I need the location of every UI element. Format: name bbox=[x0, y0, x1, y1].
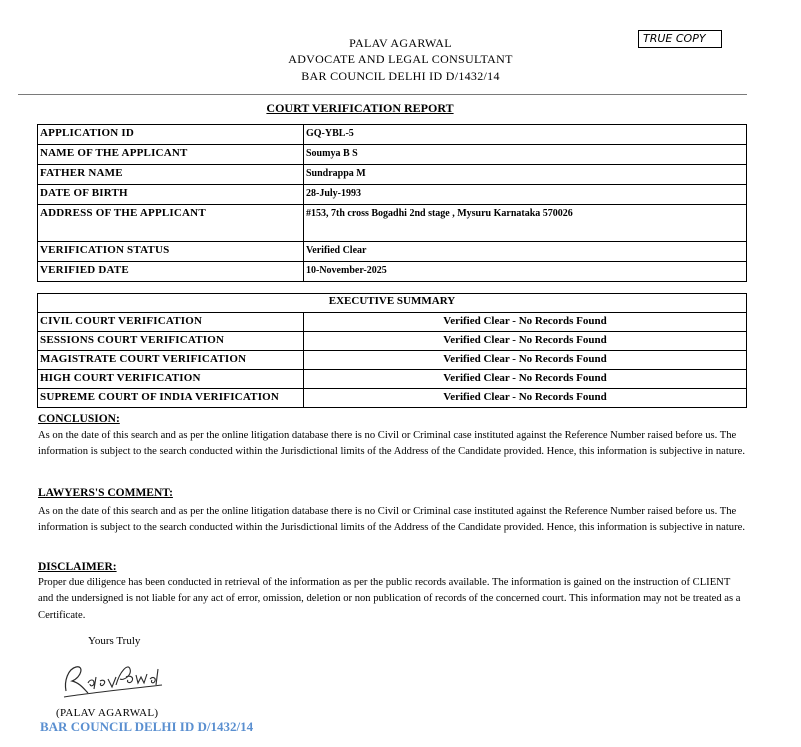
true-copy-stamp: TRUE COPY bbox=[638, 30, 722, 48]
table-row bbox=[38, 332, 747, 351]
court-label: MAGISTRATE COURT VERIFICATION bbox=[38, 351, 304, 370]
field-label: NAME OF THE APPLICANT bbox=[38, 145, 304, 165]
field-value: #153, 7th cross Bogadhi 2nd stage , Mysuru Karnataka 570026 bbox=[304, 205, 747, 242]
court-label: SUPREME COURT OF INDIA VERIFICATION bbox=[38, 389, 304, 408]
disclaimer-heading: DISCLAIMER: bbox=[38, 561, 117, 573]
header-divider bbox=[18, 94, 747, 95]
signature-image bbox=[58, 655, 168, 706]
field-label: DATE OF BIRTH bbox=[38, 185, 304, 205]
court-label: HIGH COURT VERIFICATION bbox=[38, 370, 304, 389]
field-value: 10-November-2025 bbox=[304, 262, 747, 282]
court-result: Verified Clear - No Records Found bbox=[304, 313, 747, 332]
letterhead-title: ADVOCATE AND LEGAL CONSULTANT bbox=[288, 52, 513, 66]
court-result: Verified Clear - No Records Found bbox=[304, 370, 747, 389]
court-result: Verified Clear - No Records Found bbox=[304, 332, 747, 351]
field-value: Soumya B S bbox=[304, 145, 747, 165]
executive-summary-table bbox=[37, 293, 747, 408]
executive-summary-heading: EXECUTIVE SUMMARY bbox=[38, 294, 747, 313]
applicant-details-table bbox=[37, 124, 747, 282]
conclusion-heading: CONCLUSION: bbox=[38, 413, 120, 425]
report-title: COURT VERIFICATION REPORT bbox=[266, 101, 454, 115]
field-value: Verified Clear bbox=[304, 242, 747, 262]
field-value: GQ-YBL-5 bbox=[304, 125, 747, 145]
field-value: Sundrappa M bbox=[304, 165, 747, 185]
signatory-name: (PALAV AGARWAL) bbox=[56, 707, 159, 719]
court-result: Verified Clear - No Records Found bbox=[304, 351, 747, 370]
table-row bbox=[38, 370, 747, 389]
court-label: CIVIL COURT VERIFICATION bbox=[38, 313, 304, 332]
letterhead-bar-council: BAR COUNCIL DELHI ID D/1432/14 bbox=[301, 69, 500, 83]
lawyers-comment-heading: LAWYERS'S COMMENT: bbox=[38, 487, 173, 499]
signatory-bar-council-id: BAR COUNCIL DELHI ID D/1432/14 bbox=[40, 719, 254, 734]
field-label: ADDRESS OF THE APPLICANT bbox=[38, 205, 304, 242]
table-row bbox=[38, 125, 747, 145]
table-row bbox=[38, 185, 747, 205]
field-label: FATHER NAME bbox=[38, 165, 304, 185]
closing-text: Yours Truly bbox=[88, 635, 141, 647]
letterhead-name: PALAV AGARWAL bbox=[349, 36, 452, 50]
table-row bbox=[38, 205, 747, 242]
table-header-row bbox=[38, 294, 747, 313]
table-row bbox=[38, 262, 747, 282]
court-label: SESSIONS COURT VERIFICATION bbox=[38, 332, 304, 351]
table-row bbox=[38, 145, 747, 165]
court-result: Verified Clear - No Records Found bbox=[304, 389, 747, 408]
table-row bbox=[38, 242, 747, 262]
table-row bbox=[38, 165, 747, 185]
field-label: APPLICATION ID bbox=[38, 125, 304, 145]
table-row bbox=[38, 351, 747, 370]
table-row bbox=[38, 389, 747, 408]
disclaimer-text: Proper due diligence has been conducted in retrieval of the information as per the public records available. The information is gained on the instruction of CLIENT and the undersigned is not liable for any act of error, omission, deletion or non publication of records of the concerned court. This information may not be treated as a Certificate. bbox=[38, 577, 741, 621]
conclusion-text: As on the date of this search and as per the online litigation database there is no Civil or Criminal case instituted against the Reference Number raised before us. The information is subject to the search conducted within the Jurisdictional limits of the Address of the Candidate provided. Hence, this information is subjective in nature. bbox=[38, 430, 745, 458]
field-value: 28-July-1993 bbox=[304, 185, 747, 205]
field-label: VERIFICATION STATUS bbox=[38, 242, 304, 262]
lawyers-comment-text: As on the date of this search and as per the online litigation database there is no Civil or Criminal case instituted against the Reference Number raised before us. The information is subject to the search conducted within the Jurisdictional limits of the Address of the Candidate provided. Hence, this information is subjective in nature. bbox=[38, 506, 745, 534]
field-label: VERIFIED DATE bbox=[38, 262, 304, 282]
table-row bbox=[38, 313, 747, 332]
